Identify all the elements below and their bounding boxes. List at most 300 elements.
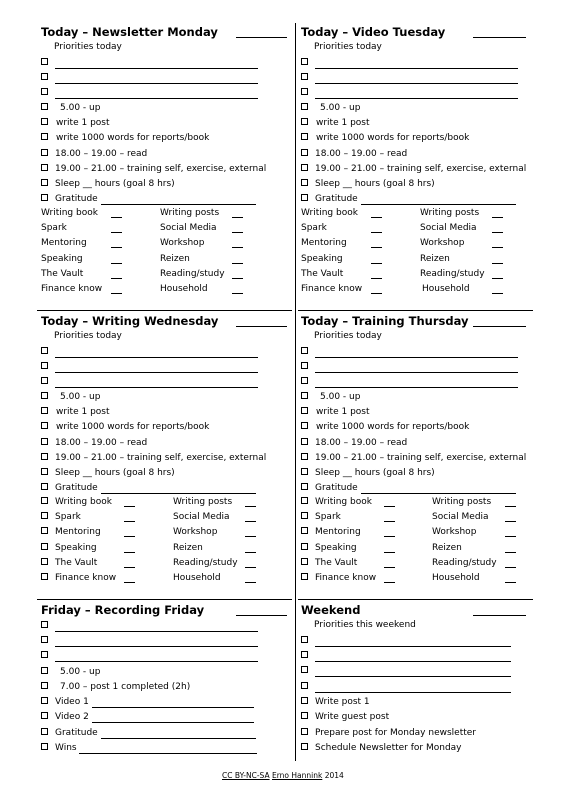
checkbox[interactable] bbox=[301, 743, 308, 750]
checkbox[interactable] bbox=[41, 179, 48, 186]
habit-item[interactable] bbox=[301, 512, 341, 522]
habit-blank[interactable] bbox=[111, 284, 122, 294]
write-line[interactable] bbox=[55, 652, 258, 662]
habit-item[interactable] bbox=[41, 527, 101, 537]
task-label: Gratitude bbox=[55, 728, 98, 738]
checkbox[interactable] bbox=[41, 194, 48, 201]
habit-blank[interactable] bbox=[232, 223, 243, 233]
habit-item[interactable] bbox=[301, 238, 347, 248]
priority-row[interactable] bbox=[41, 346, 258, 358]
habit-item[interactable] bbox=[160, 238, 204, 248]
task-row[interactable] bbox=[301, 148, 407, 160]
write-line[interactable] bbox=[361, 484, 516, 494]
task-row[interactable] bbox=[301, 178, 435, 190]
habit-blank[interactable] bbox=[124, 512, 135, 522]
video-row[interactable] bbox=[41, 696, 254, 708]
habit-blank[interactable] bbox=[124, 543, 135, 553]
checkbox[interactable] bbox=[301, 651, 308, 658]
write-line[interactable] bbox=[315, 363, 518, 373]
habit-blank[interactable] bbox=[245, 512, 256, 522]
checkbox[interactable] bbox=[41, 527, 48, 534]
task-row[interactable] bbox=[301, 391, 360, 403]
checkbox[interactable] bbox=[41, 149, 48, 156]
habit-blank[interactable] bbox=[505, 543, 516, 553]
gratitude-row[interactable] bbox=[41, 193, 256, 205]
write-line[interactable] bbox=[79, 744, 257, 754]
priority-row[interactable] bbox=[41, 361, 258, 373]
task-row[interactable] bbox=[41, 148, 147, 160]
habit-item[interactable] bbox=[432, 543, 462, 553]
habit-item[interactable] bbox=[301, 543, 357, 553]
habit-blank[interactable] bbox=[232, 254, 243, 264]
habit-item[interactable] bbox=[160, 223, 217, 233]
checkbox[interactable] bbox=[41, 712, 48, 719]
wins-row[interactable] bbox=[41, 742, 257, 754]
task-label: write 1000 words for reports/book bbox=[316, 422, 470, 432]
habit-blank[interactable] bbox=[371, 208, 382, 218]
priority-row[interactable] bbox=[41, 635, 258, 647]
habit-item[interactable] bbox=[301, 284, 362, 294]
habit-label: Finance know bbox=[55, 573, 117, 583]
checkbox[interactable] bbox=[301, 728, 308, 735]
task-row[interactable] bbox=[301, 421, 469, 433]
task-label: Wins bbox=[55, 743, 77, 753]
write-line[interactable] bbox=[101, 195, 256, 205]
checkbox[interactable] bbox=[301, 73, 308, 80]
checkbox[interactable] bbox=[301, 468, 308, 475]
task-row[interactable] bbox=[41, 681, 190, 693]
habit-blank[interactable] bbox=[492, 238, 503, 248]
habit-blank[interactable] bbox=[371, 223, 382, 233]
habit-label: Writing book bbox=[315, 497, 372, 507]
checkbox[interactable] bbox=[41, 103, 48, 110]
checkbox[interactable] bbox=[301, 438, 308, 445]
habit-item[interactable] bbox=[160, 269, 225, 279]
task-row[interactable] bbox=[41, 421, 209, 433]
habit-blank[interactable] bbox=[492, 223, 503, 233]
checkbox[interactable] bbox=[301, 392, 308, 399]
gratitude-row[interactable] bbox=[41, 727, 256, 739]
habit-item[interactable] bbox=[41, 284, 102, 294]
checkbox[interactable] bbox=[301, 149, 308, 156]
row-divider-1-right bbox=[298, 310, 533, 311]
habit-blank[interactable] bbox=[384, 512, 395, 522]
priority-row[interactable] bbox=[41, 650, 258, 662]
write-line[interactable] bbox=[315, 667, 511, 677]
write-line[interactable] bbox=[315, 683, 511, 693]
habit-item[interactable] bbox=[41, 269, 83, 279]
habit-item[interactable] bbox=[432, 512, 489, 522]
habit-blank[interactable] bbox=[111, 269, 122, 279]
habit-item[interactable] bbox=[301, 558, 357, 568]
habit-blank[interactable] bbox=[124, 527, 135, 537]
priority-row[interactable] bbox=[301, 681, 511, 693]
task-row[interactable] bbox=[41, 406, 110, 418]
write-line[interactable] bbox=[315, 652, 511, 662]
task-label: Gratitude bbox=[315, 194, 358, 204]
habit-label: Writing posts bbox=[173, 497, 233, 507]
checkbox[interactable] bbox=[301, 133, 308, 140]
task-row[interactable] bbox=[301, 467, 435, 479]
habit-blank[interactable] bbox=[384, 543, 395, 553]
priority-row[interactable] bbox=[41, 620, 258, 632]
habit-label: Mentoring bbox=[41, 238, 87, 248]
task-label: Video 2 bbox=[55, 712, 89, 722]
checkbox[interactable] bbox=[41, 483, 48, 490]
habit-item[interactable] bbox=[301, 497, 372, 507]
checkbox[interactable] bbox=[41, 558, 48, 565]
write-line[interactable] bbox=[55, 637, 258, 647]
checkbox[interactable] bbox=[301, 362, 308, 369]
priority-row[interactable] bbox=[301, 361, 518, 373]
habit-label: Mentoring bbox=[301, 238, 347, 248]
task-row[interactable] bbox=[41, 452, 266, 464]
write-line[interactable] bbox=[92, 698, 254, 708]
habit-item[interactable] bbox=[41, 573, 116, 583]
habit-blank[interactable] bbox=[384, 558, 395, 568]
habit-item[interactable] bbox=[41, 238, 87, 248]
checkbox[interactable] bbox=[41, 347, 48, 354]
habit-item[interactable] bbox=[420, 208, 479, 218]
priority-row[interactable] bbox=[301, 87, 518, 99]
write-line[interactable] bbox=[101, 484, 256, 494]
habit-item[interactable] bbox=[160, 208, 219, 218]
write-line[interactable] bbox=[55, 363, 258, 373]
task-label: 19.00 – 21.00 – training self, exercise, external bbox=[55, 164, 267, 174]
habit-blank[interactable] bbox=[124, 558, 135, 568]
habit-blank[interactable] bbox=[232, 269, 243, 279]
task-row[interactable] bbox=[301, 102, 360, 114]
column-divider bbox=[295, 23, 296, 761]
write-line[interactable] bbox=[55, 74, 258, 84]
checkbox[interactable] bbox=[41, 573, 48, 580]
checkbox[interactable] bbox=[41, 362, 48, 369]
task-row[interactable] bbox=[301, 163, 526, 175]
checkbox[interactable] bbox=[301, 103, 308, 110]
habit-label: Reading/study bbox=[420, 269, 485, 279]
checkbox[interactable] bbox=[41, 697, 48, 704]
section-title: Weekend bbox=[301, 603, 361, 617]
write-line[interactable] bbox=[55, 378, 258, 388]
write-line[interactable] bbox=[361, 195, 516, 205]
title-blank-line[interactable] bbox=[236, 326, 287, 327]
priority-row[interactable] bbox=[41, 57, 258, 69]
write-line[interactable] bbox=[55, 59, 258, 69]
task-label: Sleep __ hours (goal 8 hrs) bbox=[55, 179, 175, 189]
task-row[interactable] bbox=[301, 406, 370, 418]
priority-row[interactable] bbox=[41, 72, 258, 84]
task-row[interactable] bbox=[41, 163, 266, 175]
habit-blank[interactable] bbox=[505, 573, 516, 583]
habit-blank[interactable] bbox=[492, 269, 503, 279]
checkbox[interactable] bbox=[41, 512, 48, 519]
habit-item[interactable] bbox=[41, 223, 67, 233]
priority-row[interactable] bbox=[301, 57, 518, 69]
task-row[interactable] bbox=[41, 178, 175, 190]
habit-item[interactable] bbox=[41, 558, 97, 568]
checkbox[interactable] bbox=[41, 743, 48, 750]
habit-blank[interactable] bbox=[384, 573, 395, 583]
checkbox[interactable] bbox=[301, 88, 308, 95]
checkbox[interactable] bbox=[301, 377, 308, 384]
habit-blank[interactable] bbox=[111, 223, 122, 233]
habit-blank[interactable] bbox=[371, 269, 382, 279]
habit-item[interactable] bbox=[173, 573, 221, 583]
checkbox[interactable] bbox=[41, 636, 48, 643]
checkbox[interactable] bbox=[41, 453, 48, 460]
habit-item[interactable] bbox=[41, 497, 112, 507]
habit-label: The Vault bbox=[55, 558, 98, 568]
checkbox[interactable] bbox=[41, 407, 48, 414]
habit-blank[interactable] bbox=[505, 558, 516, 568]
habit-item[interactable] bbox=[301, 254, 343, 264]
habit-item[interactable] bbox=[301, 223, 327, 233]
task-label: Sleep __ hours (goal 8 hrs) bbox=[315, 468, 435, 478]
priority-row[interactable] bbox=[301, 376, 518, 388]
habit-item[interactable] bbox=[301, 269, 343, 279]
task-label: 19.00 – 21.00 – training self, exercise, external bbox=[315, 164, 527, 174]
checkbox[interactable] bbox=[301, 697, 308, 704]
task-label: 5.00 - up bbox=[60, 392, 101, 402]
priority-row[interactable] bbox=[301, 72, 518, 84]
checkbox[interactable] bbox=[301, 558, 308, 565]
habit-blank[interactable] bbox=[384, 497, 395, 507]
habit-item[interactable] bbox=[160, 284, 208, 294]
habit-item[interactable] bbox=[173, 527, 217, 537]
habit-blank[interactable] bbox=[111, 208, 122, 218]
task-row[interactable] bbox=[41, 437, 147, 449]
checkbox[interactable] bbox=[41, 164, 48, 171]
checkbox[interactable] bbox=[41, 58, 48, 65]
section-title: Today – Newsletter Monday bbox=[41, 25, 218, 39]
habit-blank[interactable] bbox=[111, 238, 122, 248]
checkbox[interactable] bbox=[301, 682, 308, 689]
checkbox[interactable] bbox=[301, 543, 308, 550]
task-row[interactable] bbox=[41, 117, 110, 129]
checkbox[interactable] bbox=[301, 573, 308, 580]
write-line[interactable] bbox=[101, 729, 256, 739]
checkbox[interactable] bbox=[41, 682, 48, 689]
write-line[interactable] bbox=[92, 713, 254, 723]
habit-label: Household bbox=[432, 573, 480, 583]
habit-blank[interactable] bbox=[232, 208, 243, 218]
task-row[interactable] bbox=[301, 452, 526, 464]
task-row[interactable] bbox=[301, 727, 476, 739]
habit-item[interactable] bbox=[173, 512, 230, 522]
checkbox[interactable] bbox=[41, 133, 48, 140]
habit-item[interactable] bbox=[301, 573, 376, 583]
checkbox[interactable] bbox=[41, 543, 48, 550]
habit-item[interactable] bbox=[432, 497, 491, 507]
habit-blank[interactable] bbox=[245, 497, 256, 507]
checkbox[interactable] bbox=[41, 118, 48, 125]
checkbox[interactable] bbox=[301, 666, 308, 673]
checkbox[interactable] bbox=[301, 179, 308, 186]
task-row[interactable] bbox=[301, 132, 469, 144]
habit-blank[interactable] bbox=[124, 573, 135, 583]
checkbox[interactable] bbox=[41, 621, 48, 628]
checkbox[interactable] bbox=[41, 651, 48, 658]
title-blank-line[interactable] bbox=[473, 37, 526, 38]
priority-row[interactable] bbox=[41, 376, 258, 388]
habit-blank[interactable] bbox=[371, 238, 382, 248]
checkbox[interactable] bbox=[41, 667, 48, 674]
habit-blank[interactable] bbox=[384, 527, 395, 537]
task-row[interactable] bbox=[301, 696, 370, 708]
habit-label: Writing book bbox=[41, 208, 98, 218]
checkbox[interactable] bbox=[41, 88, 48, 95]
title-blank-line[interactable] bbox=[236, 615, 287, 616]
habit-item[interactable] bbox=[432, 573, 480, 583]
habit-label: Reading/study bbox=[173, 558, 238, 568]
title-blank-line[interactable] bbox=[473, 326, 526, 327]
habit-blank[interactable] bbox=[245, 558, 256, 568]
priorities-label: Priorities today bbox=[314, 331, 382, 341]
checkbox[interactable] bbox=[301, 527, 308, 534]
task-label: Gratitude bbox=[55, 194, 98, 204]
checkbox[interactable] bbox=[301, 712, 308, 719]
checkbox[interactable] bbox=[301, 164, 308, 171]
title-blank-line[interactable] bbox=[236, 37, 287, 38]
gratitude-row[interactable] bbox=[301, 482, 516, 494]
habit-blank[interactable] bbox=[111, 254, 122, 264]
habit-label: Workshop bbox=[432, 527, 477, 537]
priority-row[interactable] bbox=[301, 346, 518, 358]
habit-blank[interactable] bbox=[245, 573, 256, 583]
task-row[interactable] bbox=[301, 711, 389, 723]
write-line[interactable] bbox=[315, 637, 511, 647]
priority-row[interactable] bbox=[41, 87, 258, 99]
habit-blank[interactable] bbox=[232, 284, 243, 294]
task-row[interactable] bbox=[41, 132, 209, 144]
habit-blank[interactable] bbox=[505, 497, 516, 507]
habit-item[interactable] bbox=[420, 238, 464, 248]
gratitude-row[interactable] bbox=[41, 482, 256, 494]
task-row[interactable] bbox=[41, 467, 175, 479]
task-row[interactable] bbox=[301, 437, 407, 449]
priorities-label: Priorities today bbox=[314, 42, 382, 52]
task-label: Gratitude bbox=[55, 483, 98, 493]
task-label: write 1000 words for reports/book bbox=[56, 422, 210, 432]
habit-item[interactable] bbox=[41, 254, 83, 264]
task-label: 19.00 – 21.00 – training self, exercise, external bbox=[315, 453, 527, 463]
habit-label: Social Media bbox=[420, 223, 477, 233]
write-line[interactable] bbox=[315, 74, 518, 84]
title-blank-line[interactable] bbox=[473, 615, 526, 616]
write-line[interactable] bbox=[315, 89, 518, 99]
habit-item[interactable] bbox=[432, 558, 497, 568]
task-label: write 1 post bbox=[56, 407, 110, 417]
video-row[interactable] bbox=[41, 711, 254, 723]
habit-item[interactable] bbox=[420, 269, 485, 279]
habit-label: Spark bbox=[315, 512, 341, 522]
habit-item[interactable] bbox=[173, 543, 203, 553]
priority-row[interactable] bbox=[301, 665, 511, 677]
priority-row[interactable] bbox=[301, 635, 511, 647]
write-line[interactable] bbox=[55, 622, 258, 632]
habit-item[interactable] bbox=[420, 254, 450, 264]
section-friday bbox=[41, 603, 293, 763]
section-monday bbox=[41, 25, 293, 305]
checkbox[interactable] bbox=[41, 377, 48, 384]
habit-label: Workshop bbox=[160, 238, 205, 248]
habit-blank[interactable] bbox=[245, 527, 256, 537]
task-row[interactable] bbox=[41, 102, 100, 114]
priority-row[interactable] bbox=[301, 650, 511, 662]
habit-blank[interactable] bbox=[505, 527, 516, 537]
habit-item[interactable] bbox=[301, 527, 361, 537]
task-row[interactable] bbox=[301, 742, 462, 754]
task-label: 5.00 - up bbox=[60, 667, 101, 677]
checkbox[interactable] bbox=[301, 347, 308, 354]
habit-blank[interactable] bbox=[232, 238, 243, 248]
habit-item[interactable] bbox=[173, 558, 238, 568]
habit-blank[interactable] bbox=[492, 254, 503, 264]
task-label: 18.00 – 19.00 – read bbox=[315, 438, 408, 448]
habit-blank[interactable] bbox=[492, 284, 503, 294]
checkbox[interactable] bbox=[301, 497, 308, 504]
habit-label: Spark bbox=[41, 223, 67, 233]
habit-blank[interactable] bbox=[505, 512, 516, 522]
habit-label: Writing book bbox=[55, 497, 112, 507]
checkbox[interactable] bbox=[41, 73, 48, 80]
checkbox[interactable] bbox=[301, 58, 308, 65]
checkbox[interactable] bbox=[301, 512, 308, 519]
habit-item[interactable] bbox=[173, 497, 232, 507]
habit-item[interactable] bbox=[41, 208, 98, 218]
habit-item[interactable] bbox=[41, 512, 81, 522]
checkbox[interactable] bbox=[301, 453, 308, 460]
checkbox[interactable] bbox=[41, 468, 48, 475]
checkbox[interactable] bbox=[41, 728, 48, 735]
gratitude-row[interactable] bbox=[301, 193, 516, 205]
checkbox[interactable] bbox=[41, 438, 48, 445]
checkbox[interactable] bbox=[301, 422, 308, 429]
habit-item[interactable] bbox=[301, 208, 358, 218]
habit-label: Reizen bbox=[420, 254, 450, 264]
checkbox[interactable] bbox=[301, 483, 308, 490]
habit-item[interactable] bbox=[420, 223, 477, 233]
checkbox[interactable] bbox=[301, 118, 308, 125]
task-row[interactable] bbox=[41, 391, 100, 403]
write-line[interactable] bbox=[315, 348, 518, 358]
checkbox[interactable] bbox=[41, 392, 48, 399]
habit-blank[interactable] bbox=[371, 284, 382, 294]
checkbox[interactable] bbox=[41, 422, 48, 429]
habit-item[interactable] bbox=[41, 543, 97, 553]
habit-item[interactable] bbox=[160, 254, 190, 264]
checkbox[interactable] bbox=[301, 194, 308, 201]
habit-item[interactable] bbox=[422, 284, 470, 294]
habit-blank[interactable] bbox=[124, 497, 135, 507]
checkbox[interactable] bbox=[301, 407, 308, 414]
habit-item[interactable] bbox=[432, 527, 476, 537]
habit-blank[interactable] bbox=[245, 543, 256, 553]
checkbox[interactable] bbox=[301, 636, 308, 643]
write-line[interactable] bbox=[55, 89, 258, 99]
task-row[interactable] bbox=[41, 666, 100, 678]
license-link[interactable]: CC BY-NC-SA bbox=[222, 771, 270, 780]
write-line[interactable] bbox=[315, 59, 518, 69]
write-line[interactable] bbox=[55, 348, 258, 358]
habit-label: Speaking bbox=[315, 543, 357, 553]
checkbox[interactable] bbox=[41, 497, 48, 504]
habit-label: Speaking bbox=[301, 254, 343, 264]
write-line[interactable] bbox=[315, 378, 518, 388]
habit-blank[interactable] bbox=[492, 208, 503, 218]
habit-blank[interactable] bbox=[371, 254, 382, 264]
task-row[interactable] bbox=[301, 117, 370, 129]
